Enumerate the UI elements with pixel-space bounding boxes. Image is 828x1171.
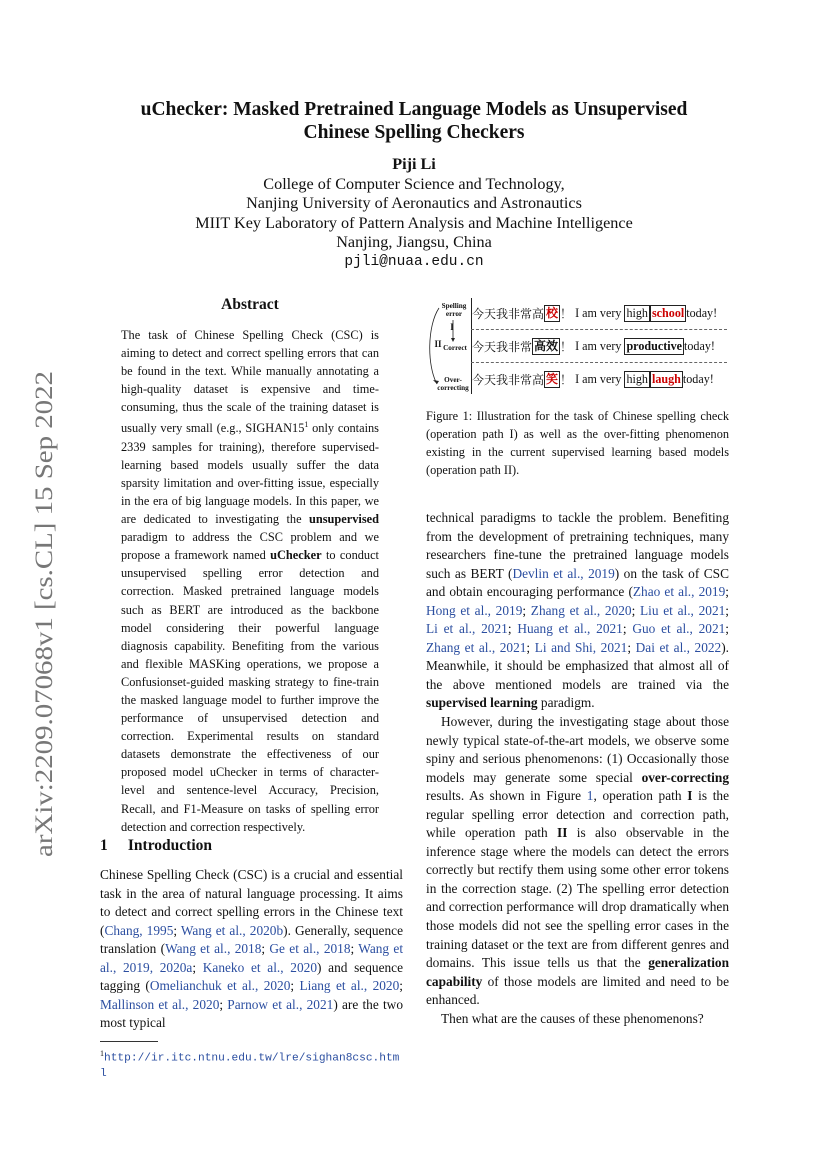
citation-link[interactable]: Devlin et al., 2019 [512,565,615,581]
figure-label-spelling-error: Spelling error [441,302,467,318]
intro-text: ) and sequence tagging ( [100,959,404,994]
abstract-bold-term: uChecker [270,548,322,563]
body-text: However, during the investigating stage about those newly typical state-of-the-art models, we observe some spiny and serious phenomenons: (1) Occasionally those models may generate some special [426,714,729,785]
author-email: pjli@nuaa.edu.cn [344,253,484,270]
chinese-error-char: 校 [546,305,559,320]
section-number: 1 [100,837,108,854]
body-text: ). Meanwhile, it should be emphasized that almost all of the above mentioned models are trained via the [426,639,730,692]
affiliation-line: MIIT Key Laboratory of Pattern Analysis and Machine Intelligence [195,213,633,232]
figure-row-correct [472,334,715,358]
body-text: is the regular spelling error detection and correction path, while operation path [426,788,729,841]
abstract-body [121,326,379,836]
citation-link[interactable]: Zhao et al., 2019 [632,584,726,600]
citation-link[interactable]: Huang et al., 2021 [517,621,623,637]
english-gloss: I am very [575,338,622,353]
chinese-punct: ！ [560,339,573,354]
citation-link[interactable]: Kaneko et al., 2020 [202,959,317,975]
affiliation-line: College of Computer Science and Technology, [263,174,565,193]
author-block [80,155,748,272]
english-error-word: school [651,305,685,320]
paragraph [426,713,729,1010]
intro-text: ; [399,978,403,994]
chinese-sentence: 今天我非常高 [472,372,545,387]
bold-term: supervised learning [426,695,538,711]
arxiv-stamp [8,365,68,865]
figure-label-path-ii: II [434,339,442,349]
figure-row-over-correcting [472,367,714,391]
footnote-url-link[interactable]: http://ir.itc.ntnu.edu.tw/lre/sighan8csc.html [100,1052,400,1080]
paper-title [80,98,748,144]
citation-link[interactable]: Dai et al., 2022 [635,639,722,655]
abstract-heading: Abstract [221,296,279,313]
affiliation-line: Nanjing University of Aeronautics and Astronautics [246,194,582,212]
abstract-text: paradigm to address the CSC problem and we propose a framework named [121,530,379,563]
citation-link[interactable]: Wang et al., 2020b [180,922,284,938]
figure-1-caption: Figure 1: Illustration for the task of Chinese spelling check (operation path I) as well as the over-fitting phenomenon existing in the current supervised learning based models (operation path II). [426,409,729,477]
body-text: ; [725,584,729,600]
title-line-2: Chinese Spelling Checkers [303,122,525,143]
body-text: ; [631,602,641,618]
citation-link[interactable]: Wang et al., 2019, 2020a [100,941,404,975]
body-text: of those models are limited and need to be enhanced. [426,973,729,1008]
figure-label-correct: Correct [443,344,467,352]
paragraph: Then what are the causes of these phenomenons? [441,1010,704,1026]
english-gloss: today! [682,371,714,386]
chinese-sentence: 今天我非常高 [472,306,545,321]
english-corrected-word: productive [626,338,682,353]
arxiv-id-text: arXiv:2209.07068v1 [cs.CL] 15 Sep 2022 [29,427,58,857]
figure-row-divider [471,362,727,364]
citation-link[interactable]: Chang, 1995 [104,922,174,938]
figure-label-path-i: I [450,322,454,332]
english-word-box: high [626,305,648,320]
citation-link[interactable]: Hong et al., 2019 [426,602,523,618]
figure-row-divider [471,329,727,331]
english-word-box: high [626,371,648,386]
footnote-marker[interactable]: 1 [304,420,309,430]
body-text: , operation path [593,788,688,804]
citation-link[interactable]: Ge et al., 2018 [269,941,351,957]
body-text: ; [507,621,518,637]
intro-text: ; [192,959,203,975]
citation-link[interactable]: Omelianchuk et al., 2020 [149,978,291,994]
abstract-text: The task of Chinese Spelling Check (CSC) is aiming to detect and correct spelling errors that can be found in the text. While manually annotating a high-quality dataset is expensive and time-consuming, thus the scale of the training dataset is usually very small (e.g., SIGHAN15 [121,328,379,436]
body-text: ; [725,602,730,618]
footnote-rule [100,1041,158,1042]
figure-row-spelling-error [472,301,717,325]
body-text: ; [622,621,633,637]
english-overcorrect-word: laugh [651,371,681,386]
body-text: ; [522,602,531,618]
intro-text: ) are the two most typical [100,996,403,1031]
figure-reference-link[interactable]: 1 [586,788,594,804]
english-gloss: I am very [575,305,622,320]
body-text: technical paradigms to tackle the problem. Benefiting from the development of pretraining techniques, many researchers fine-tune the pretrained language models such as BERT ( [426,510,729,581]
citation-link[interactable]: Parnow et al., 2021 [227,996,334,1012]
bold-term: generalization capability [426,955,729,989]
body-text: ; [526,639,535,655]
body-text: paradigm. [537,695,595,711]
citation-link[interactable]: Zhang et al., 2021 [426,639,527,655]
body-text: ; [725,621,730,637]
chinese-overcorrect-char: 笑 [546,371,559,386]
right-column-body [426,509,729,1028]
bold-term: II [557,825,568,841]
intro-text: ; [219,996,228,1012]
citation-link[interactable]: Guo et al., 2021 [632,621,726,637]
bold-term: I [687,788,693,804]
english-gloss: I am very [575,371,622,386]
citation-link[interactable]: Liang et al., 2020 [299,978,400,994]
citation-link[interactable]: Zhang et al., 2020 [530,602,632,618]
title-line-1: uChecker: Masked Pretrained Language Models as Unsupervised [140,99,688,120]
footnote-marker: 1 [100,1049,104,1058]
body-text: results. As shown in Figure [426,788,587,804]
chinese-sentence: 今天我非常 [472,339,533,354]
english-gloss: today! [686,305,718,320]
abstract-text: only contains 2339 samples for training), therefore supervised-learning based models usually suffer the data sparsity limitation and over-fitting issue, especially in the era of big language models. In this paper, we are dedicated to investigating the [121,421,379,527]
chinese-corrected-chars: 高效 [534,338,559,353]
author-name: Piji Li [392,155,436,173]
intro-text: ). Generally, sequence translation ( [100,922,403,957]
english-gloss: today! [684,338,715,353]
figure-arrows [425,296,473,396]
intro-text: Chinese Spelling Check (CSC) is a crucial and essential task in the area of natural language processing. It aims to detect and correct spelling errors in the Chinese text ( [100,867,403,938]
section-heading-introduction [100,837,212,855]
chinese-punct: ！ [560,306,573,321]
body-text: is also observable in the inference stage where the models can detect the errors correctly but rectify them using some other error tokens in the correction stage. (2) The spelling error detection and correction performance will drop dramatically when those models did not see the spelling error cases in the training dataset or the text are from different genres and domains. This issue tells us that the [426,825,729,971]
intro-text: ; [290,978,300,994]
citation-link[interactable]: Mallinson et al., 2020 [100,996,220,1012]
citation-link[interactable]: Li and Shi, 2021 [534,639,628,655]
intro-text: ; [261,941,270,957]
citation-link[interactable]: Wang et al., 2018 [165,941,262,957]
abstract-bold-term: unsupervised [309,512,379,527]
citation-link[interactable]: Liu et al., 2021 [640,602,726,618]
body-text: ) on the task of CSC and obtain encouraging performance ( [426,565,729,600]
introduction-paragraph [100,866,403,1033]
intro-text: ; [173,922,181,938]
figure-label-over-correcting: Over-correcting [437,376,469,392]
intro-text: ; [350,941,359,957]
figure-1 [425,296,731,396]
chinese-punct: ！ [560,372,573,387]
paragraph [426,509,729,713]
body-text: ; [627,639,636,655]
section-title: Introduction [127,837,212,854]
footnote [100,1046,400,1082]
affiliation-line: Nanjing, Jiangsu, China [336,233,492,251]
abstract-text: to conduct unsupervised spelling error detection and correction. Masked pretrained language models such as BERT are introduced as the backbone model considering their powerful language diagnosis capability. Benefiting from the various and flexible MASKing operations, we propose a Confusionset-guided masking strategy to fine-train the masked language model to further improve the performance of unsupervised detection and correction. Experimental results on standard datasets demonstrate the effectiveness of our proposed model uChecker in terms of character-level and sentence-level Accuracy, Precision, Recall, and F1-Measure on tasks of spelling error detection and correction respectively. [121,548,379,834]
bold-term: over-correcting [641,769,729,785]
citation-link[interactable]: Li et al., 2021 [426,621,508,637]
